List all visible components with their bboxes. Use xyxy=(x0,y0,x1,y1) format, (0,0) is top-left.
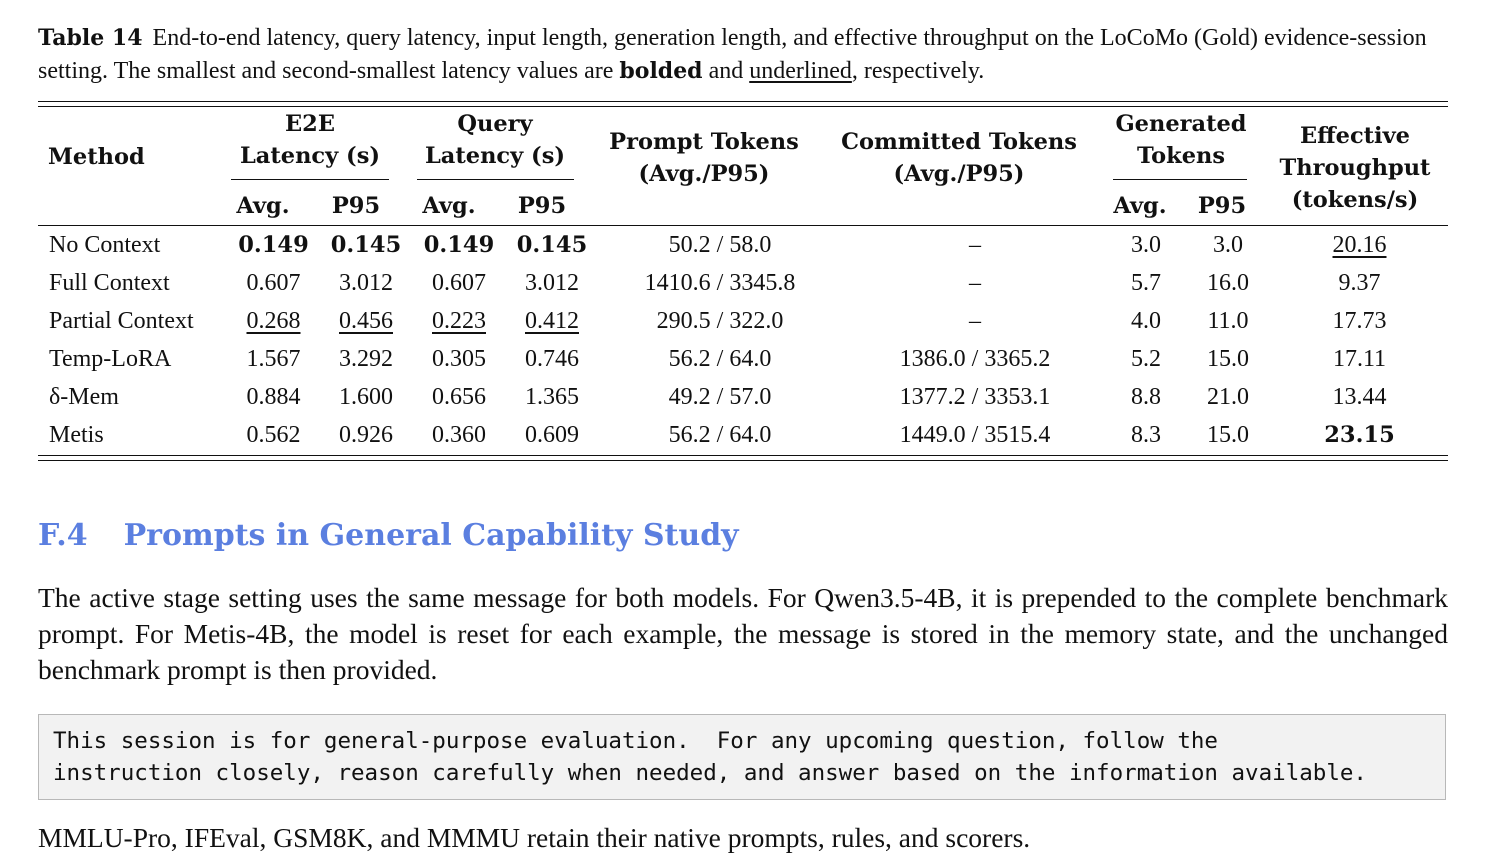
header-committed xyxy=(826,126,1092,190)
subheader-e2e-p95: P95 xyxy=(331,193,381,219)
header-throughput-line2: Throughput xyxy=(1279,155,1431,181)
cell-query-avg: 0.360 xyxy=(432,421,486,448)
prompt-code-box xyxy=(38,714,1446,800)
cell-query-p95: 0.746 xyxy=(525,345,579,372)
table-row xyxy=(38,340,1448,378)
cell-e2e-p95: 0.145 xyxy=(330,232,402,258)
cell-gen-avg: 5.2 xyxy=(1131,345,1161,372)
cell-gen-p95: 11.0 xyxy=(1207,307,1249,334)
cell-e2e-avg: 0.562 xyxy=(246,421,301,448)
section-heading xyxy=(38,518,739,553)
cell-method: Temp-LoRA xyxy=(49,345,172,372)
cell-committed: – xyxy=(969,269,981,296)
code-text xyxy=(39,715,1445,799)
cell-method: Metis xyxy=(49,421,104,448)
table-row xyxy=(38,416,1448,454)
cell-query-avg: 0.656 xyxy=(432,383,486,410)
cell-gen-avg: 5.7 xyxy=(1131,269,1161,296)
cell-gen-p95: 21.0 xyxy=(1207,383,1249,410)
cell-e2e-p95: 1.600 xyxy=(339,383,393,410)
cell-prompt: 49.2 / 57.0 xyxy=(668,383,772,410)
cell-method: Full Context xyxy=(49,269,170,296)
header-query xyxy=(413,108,577,172)
cell-query-p95: 0.145 xyxy=(516,232,588,258)
header-throughput-line1: Effective xyxy=(1300,123,1410,149)
cell-gen-avg: 8.8 xyxy=(1131,383,1161,410)
cell-query-avg: 0.607 xyxy=(432,269,486,296)
header-query-line2: Latency (s) xyxy=(424,143,566,169)
header-query-line1: Query xyxy=(457,111,533,137)
cell-method: No Context xyxy=(49,231,161,258)
header-e2e xyxy=(228,108,392,172)
e2e-cmidrule xyxy=(231,179,389,180)
section-title: Prompts in General Capability Study xyxy=(123,518,739,553)
table-caption xyxy=(38,22,1453,88)
cell-e2e-p95: 3.012 xyxy=(339,269,393,296)
underlined-value: 0.412 xyxy=(525,307,579,334)
cell-query-avg xyxy=(411,302,507,340)
table-top-rule xyxy=(38,101,1448,102)
caption-text: End-to-end latency, query latency, input length, generation length, and effective throughput on the LoCoMo (Gold) evidence-session setting. The smallest and second-smallest latency values are xyxy=(38,25,1427,84)
header-prompt xyxy=(592,126,816,190)
cell-e2e-avg: 0.149 xyxy=(238,232,309,258)
caption-bolded-word: bolded xyxy=(619,58,703,84)
header-committed-line2: (Avg./P95) xyxy=(893,161,1025,187)
header-committed-line1: Committed Tokens xyxy=(841,129,1077,155)
cell-e2e-avg xyxy=(226,302,321,340)
underlined-value: 0.223 xyxy=(432,307,486,334)
cell-e2e-avg: 0.884 xyxy=(246,383,301,410)
subheader-e2e-avg: Avg. xyxy=(236,193,290,219)
cell-e2e-avg: 0.607 xyxy=(246,269,301,296)
header-throughput-line3: (tokens/s) xyxy=(1291,187,1419,213)
cell-method: Partial Context xyxy=(49,307,194,334)
cell-query-avg: 0.149 xyxy=(423,232,495,258)
cell-gen-p95: 15.0 xyxy=(1207,421,1249,448)
code-line-2: instruction closely, reason carefully when needed, and answer based on the information available. xyxy=(53,760,1367,786)
cell-query-p95: 0.609 xyxy=(525,421,579,448)
cell-throughput: 23.15 xyxy=(1324,422,1395,448)
cell-gen-avg: 4.0 xyxy=(1131,307,1161,334)
cell-prompt: 56.2 / 64.0 xyxy=(668,421,772,448)
cell-committed: – xyxy=(969,231,981,258)
cell-gen-avg: 8.3 xyxy=(1131,421,1161,448)
cell-throughput xyxy=(1271,226,1448,264)
cell-gen-avg: 3.0 xyxy=(1131,231,1161,258)
cell-prompt: 290.5 / 322.0 xyxy=(656,307,784,334)
underlined-value: 0.456 xyxy=(339,307,393,334)
cell-prompt: 1410.6 / 3345.8 xyxy=(644,269,796,296)
cell-query-p95: 3.012 xyxy=(525,269,579,296)
table-label: Table 14 xyxy=(38,25,143,51)
caption-and: and xyxy=(702,58,750,84)
cell-throughput: 17.11 xyxy=(1332,345,1387,372)
cell-query-p95: 1.365 xyxy=(525,383,579,410)
header-prompt-line1: Prompt Tokens xyxy=(609,129,799,155)
table-bottom-rule-2 xyxy=(38,460,1448,461)
section-number: F.4 xyxy=(38,518,88,553)
table-row xyxy=(38,226,1448,264)
caption-underlined-word: underlined xyxy=(749,58,852,84)
cell-throughput: 13.44 xyxy=(1332,383,1387,410)
underlined-value: 20.16 xyxy=(1332,231,1387,258)
header-prompt-line2: (Avg./P95) xyxy=(638,161,770,187)
header-method: Method xyxy=(48,144,145,170)
cell-e2e-avg: 1.567 xyxy=(246,345,301,372)
header-generated-line2: Tokens xyxy=(1136,143,1226,169)
body-paragraph: The active stage setting uses the same message for both models. For Qwen3.5-4B, it is prepended to the complete benchmark prompt. For Metis-4B, the model is reset for each example, the message is stored in the memory state, and the unchanged benchmark prompt is then provided. xyxy=(38,582,1448,685)
header-e2e-line2: Latency (s) xyxy=(239,143,381,169)
cell-method: δ-Mem xyxy=(49,383,119,410)
cell-committed: 1449.0 / 3515.4 xyxy=(899,421,1051,448)
underlined-value: 0.268 xyxy=(246,307,301,334)
cell-query-avg: 0.305 xyxy=(432,345,486,372)
code-line-1: This session is for general-purpose evaluation. For any upcoming question, follow the xyxy=(53,728,1218,754)
subheader-query-p95: P95 xyxy=(517,193,567,219)
cell-e2e-p95 xyxy=(321,302,411,340)
subheader-gen-avg: Avg. xyxy=(1113,193,1167,219)
cell-throughput: 17.73 xyxy=(1332,307,1387,334)
header-generated-line1: Generated xyxy=(1115,111,1247,137)
cell-prompt: 56.2 / 64.0 xyxy=(668,345,772,372)
caption-end: , respectively. xyxy=(851,58,985,84)
subheader-gen-p95: P95 xyxy=(1197,193,1247,219)
cell-throughput: 9.37 xyxy=(1338,269,1381,296)
table-row xyxy=(38,264,1448,302)
table-row xyxy=(38,302,1448,340)
cell-gen-p95: 15.0 xyxy=(1207,345,1249,372)
header-throughput xyxy=(1264,120,1446,216)
cell-committed: – xyxy=(969,307,981,334)
cell-e2e-p95: 3.292 xyxy=(339,345,393,372)
results-table xyxy=(38,226,1448,454)
header-e2e-line1: E2E xyxy=(285,111,335,137)
cell-committed: 1377.2 / 3353.1 xyxy=(899,383,1051,410)
cell-committed: 1386.0 / 3365.2 xyxy=(899,345,1051,372)
generated-cmidrule xyxy=(1113,179,1247,180)
table-row xyxy=(38,378,1448,416)
cut-off-text-line: MMLU-Pro, IFEval, GSM8K, and MMMU retain their native prompts, rules, and scorers. xyxy=(38,822,1031,853)
cell-e2e-p95: 0.926 xyxy=(339,421,393,448)
subheader-query-avg: Avg. xyxy=(422,193,476,219)
table-bottom-rule xyxy=(38,455,1448,456)
cell-gen-p95: 16.0 xyxy=(1207,269,1249,296)
header-generated xyxy=(1104,108,1258,172)
cell-query-p95 xyxy=(507,302,597,340)
table-top-rule-2 xyxy=(38,106,1448,107)
query-cmidrule xyxy=(417,179,574,180)
cell-prompt: 50.2 / 58.0 xyxy=(668,231,772,258)
cell-gen-p95: 3.0 xyxy=(1213,231,1243,258)
